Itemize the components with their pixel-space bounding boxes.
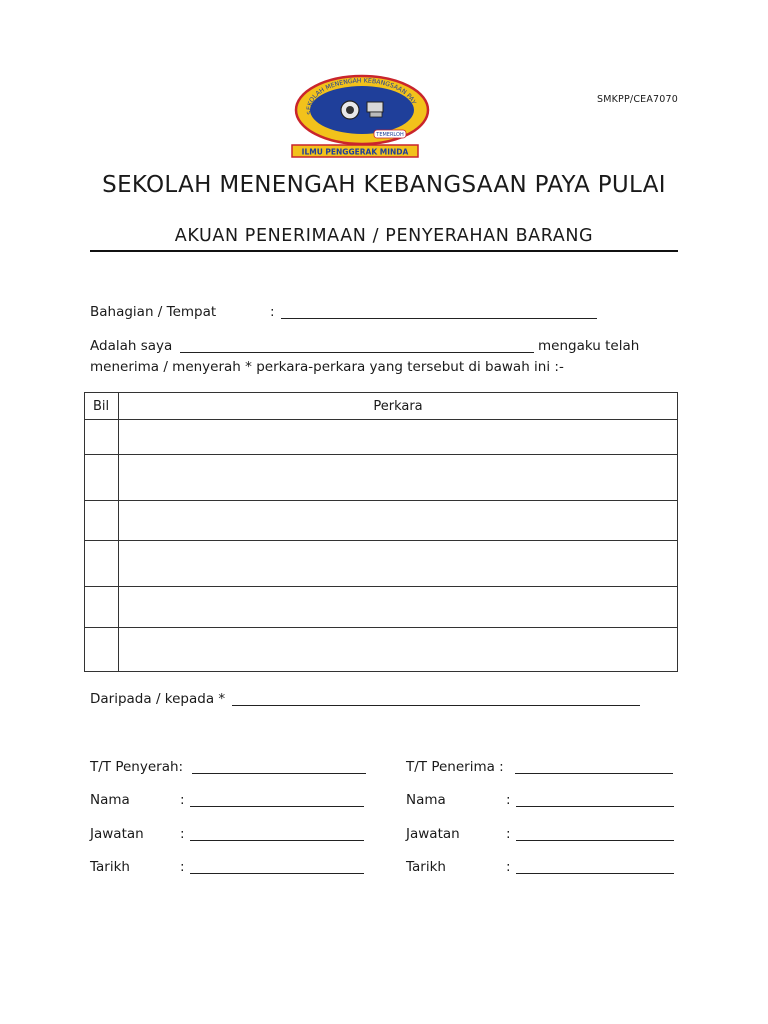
form-title: AKUAN PENERIMAAN / PENYERAHAN BARANG [174,226,594,246]
penerima-tarikh-input-line[interactable] [516,859,674,874]
table-row [85,455,678,501]
bahagian-colon: : [270,304,275,320]
penerima-nama-input-line[interactable] [516,792,674,807]
penyerah-nama-input-line[interactable] [190,792,364,807]
table-row [85,420,678,455]
document-reference: SMKPP/CEA7070 [597,94,679,105]
bahagian-input-line[interactable] [281,304,597,319]
adalah-saya-label: Adalah saya [90,338,173,354]
bahagian-label: Bahagian / Tempat [90,304,217,320]
penerima-nama-colon: : [506,792,511,808]
penerima-nama-label: Nama [406,792,446,808]
tt-penerima-input-line[interactable] [515,759,673,774]
logo-motto: ILMU PENGGERAK MINDA [301,147,409,157]
penyerah-tarikh-label: Tarikh [90,859,130,875]
perkara-cell[interactable] [119,455,678,501]
table-row [85,541,678,587]
school-name: SEKOLAH MENENGAH KEBANGSAAN PAYA PULAI [102,172,666,198]
perkara-cell[interactable] [119,541,678,587]
penyerah-nama-colon: : [180,792,185,808]
bil-cell[interactable] [85,420,119,455]
title-divider [90,250,678,252]
table-row [85,628,678,672]
penyerah-jawatan-input-line[interactable] [190,826,364,841]
penyerah-nama-label: Nama [90,792,130,808]
items-table [84,392,678,672]
bil-cell[interactable] [85,501,119,541]
penerima-tarikh-colon: : [506,859,511,875]
tt-penyerah-label: T/T Penyerah: [90,759,184,775]
bil-cell[interactable] [85,587,119,628]
perkara-cell[interactable] [119,628,678,672]
bil-cell[interactable] [85,541,119,587]
mengaku-telah-text: mengaku telah [538,338,640,354]
tt-penerima-label: T/T Penerima : [406,759,504,775]
perkara-cell[interactable] [119,587,678,628]
penyerah-jawatan-label: Jawatan [90,826,144,842]
penyerah-tarikh-colon: : [180,859,185,875]
logo-sub-text: TEMERLOH [376,132,404,138]
penyerah-tarikh-input-line[interactable] [190,859,364,874]
table-row [85,587,678,628]
header-perkara: Perkara [119,393,678,420]
tt-penyerah-input-line[interactable] [192,759,366,774]
daripada-kepada-input-line[interactable] [232,691,640,706]
school-logo [290,74,432,160]
logo-ring-text: SEKOLAH MENENGAH KEBANGSAAN PAY [306,77,417,116]
daripada-kepada-label: Daripada / kepada * [90,691,226,707]
penerima-jawatan-label: Jawatan [406,826,460,842]
penyerah-jawatan-colon: : [180,826,185,842]
header-bil: Bil [85,393,119,420]
table-row [85,501,678,541]
statement-line: menerima / menyerah * perkara-perkara yang tersebut di bawah ini :- [90,359,564,375]
perkara-cell[interactable] [119,420,678,455]
bil-cell[interactable] [85,628,119,672]
penerima-jawatan-input-line[interactable] [516,826,674,841]
bil-cell[interactable] [85,455,119,501]
perkara-cell[interactable] [119,501,678,541]
nama-input-line[interactable] [180,338,534,353]
penerima-jawatan-colon: : [506,826,511,842]
table-header-row [85,393,678,420]
penerima-tarikh-label: Tarikh [406,859,446,875]
